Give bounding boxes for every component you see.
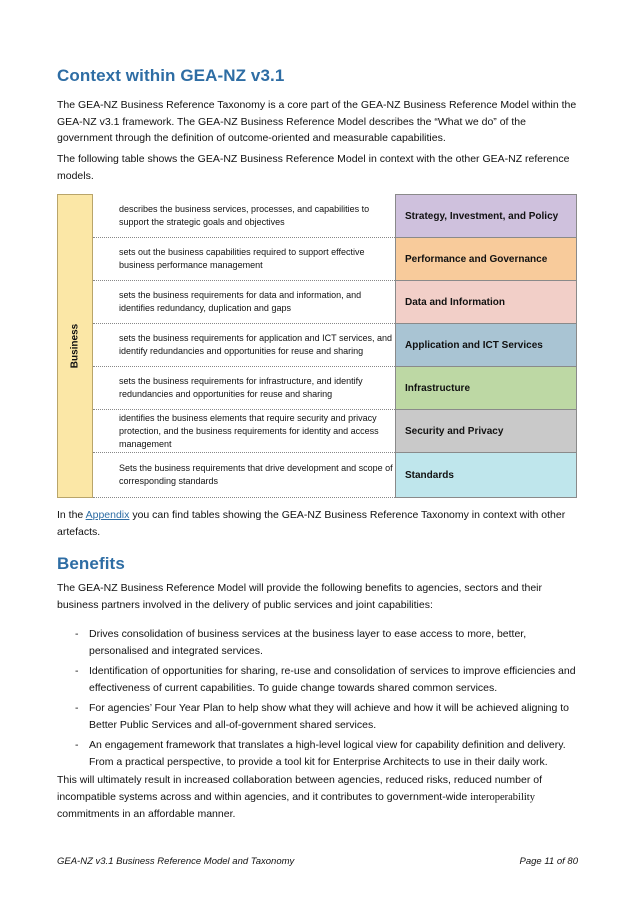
list-item-text: Identification of opportunities for sharing, re-use and consolidation of services to improve efficiencies and effectiveness of current capabilities. To guide change towards shared common services. bbox=[89, 665, 576, 694]
table-intro-paragraph: The following table shows the GEA-NZ Business Reference Model in context with the other GEA-NZ reference models. bbox=[57, 153, 570, 182]
row-model-cell bbox=[395, 410, 577, 453]
context-paragraph: The GEA-NZ Business Reference Taxonomy is a core part of the GEA-NZ Business Reference Model within the GEA-NZ v3.1 framework. The GEA-NZ Business Reference Model describes the “What we do” of the government through the definition of outcome-oriented and measurable capabilities. bbox=[57, 99, 577, 144]
row-description-cell bbox=[93, 453, 395, 498]
footer-page-number: Page 11 of 80 bbox=[519, 856, 578, 867]
section-heading-context: Context within GEA-NZ v3.1 bbox=[57, 66, 285, 85]
row-description-cell bbox=[93, 410, 395, 453]
table-row bbox=[93, 367, 577, 410]
benefits-list bbox=[75, 626, 580, 774]
row-model-label: Application and ICT Services bbox=[405, 339, 543, 351]
row-description-text: describes the business services, processes, and capabilities to support the strategic goals and objectives bbox=[119, 203, 370, 227]
row-model-cell bbox=[395, 367, 577, 410]
table-row bbox=[93, 410, 577, 453]
row-model-cell bbox=[395, 453, 577, 498]
business-side-column bbox=[57, 194, 93, 498]
appendix-post: you can find tables showing the GEA-NZ Business Reference Taxonomy in context with other artefacts. bbox=[57, 509, 566, 538]
row-description-cell bbox=[93, 281, 395, 324]
closing-serif-word: interoperability bbox=[470, 791, 535, 803]
closing-paragraph bbox=[57, 772, 579, 823]
closing-pre: This will ultimately result in increased collaboration between agencies, reduced risks, reduced number of incompatible systems across and within agencies, and it contributes to government-wide bbox=[57, 774, 542, 803]
list-item-text: For agencies’ Four Year Plan to help show what they will achieve and how it will be achieved aligning to Better Public Services and all-of-government shared services. bbox=[89, 702, 569, 731]
reference-model-table bbox=[57, 194, 577, 498]
table-row bbox=[93, 194, 577, 238]
closing-post: commitments in an affordable manner. bbox=[57, 808, 236, 820]
table-row bbox=[93, 453, 577, 498]
row-description-text: sets the business requirements for infrastructure, and identify redundancies and opportunities for reuse and sharing bbox=[119, 376, 363, 399]
row-model-label: Strategy, Investment, and Policy bbox=[405, 210, 559, 222]
row-description-text: identifies the business elements that require security and privacy protection, and the business requirements for identity and access management bbox=[119, 412, 379, 449]
footer-document-title: GEA-NZ v3.1 Business Reference Model and Taxonomy bbox=[57, 856, 295, 867]
appendix-pre: In the bbox=[57, 509, 86, 521]
row-description-cell bbox=[93, 324, 395, 367]
row-description-text: Sets the business requirements that drive development and scope of corresponding standards bbox=[119, 463, 393, 486]
row-description-text: sets the business requirements for application and ICT services, and identify redundancies and opportunities for reuse and sharing bbox=[119, 333, 392, 356]
table-row bbox=[93, 238, 577, 281]
section-heading-benefits: Benefits bbox=[57, 554, 125, 573]
list-item: - Drives consolidation of business services at the business layer to ease access to more, better, personalised and integrated services. bbox=[75, 628, 527, 657]
list-item: - Identification of opportunities for sharing, re-use and consolidation of services to improve efficiencies and effectiveness of current capabilities. To guide change towards shared common services. bbox=[75, 665, 576, 694]
benefits-intro-paragraph: The GEA-NZ Business Reference Model will provide the following benefits to agencies, sectors and their business partners involved in the delivery of public services and joint capabilities: bbox=[57, 582, 542, 611]
table-row bbox=[93, 324, 577, 367]
list-item-text: Drives consolidation of business services at the business layer to ease access to more, better, personalised and integrated services. bbox=[89, 628, 527, 657]
row-model-label: Performance and Governance bbox=[405, 253, 548, 265]
row-description-text: sets out the business capabilities required to support effective business performance management bbox=[119, 247, 365, 270]
row-model-label: Data and Information bbox=[405, 296, 506, 308]
list-item-text: An engagement framework that translates a high-level logical view for capability definition and delivery. From a practical perspective, to provide a tool kit for Enterprise Architects to use in their daily work. bbox=[89, 739, 566, 768]
row-description-cell bbox=[93, 238, 395, 281]
business-side-label: Business bbox=[69, 323, 81, 369]
row-model-cell bbox=[395, 324, 577, 367]
list-item: - For agencies’ Four Year Plan to help show what they will achieve and how it will be achieved aligning to Better Public Services and all-of-government shared services. bbox=[75, 702, 569, 731]
row-model-label: Infrastructure bbox=[405, 382, 471, 394]
row-model-cell bbox=[395, 238, 577, 281]
appendix-paragraph bbox=[57, 507, 579, 540]
row-model-label: Security and Privacy bbox=[405, 425, 504, 437]
appendix-link[interactable]: Appendix bbox=[85, 509, 130, 521]
row-model-cell bbox=[395, 281, 577, 324]
row-description-cell bbox=[93, 194, 395, 238]
list-item: - An engagement framework that translates a high-level logical view for capability definition and delivery. From a practical perspective, to provide a tool kit for Enterprise Architects to use in their daily work. bbox=[75, 739, 566, 768]
row-description-cell bbox=[93, 367, 395, 410]
row-model-cell bbox=[395, 194, 577, 238]
row-description-text: sets the business requirements for data and information, and identifies redundancy, duplication and gaps bbox=[119, 290, 362, 313]
table-row bbox=[93, 281, 577, 324]
row-model-label: Standards bbox=[405, 469, 454, 481]
